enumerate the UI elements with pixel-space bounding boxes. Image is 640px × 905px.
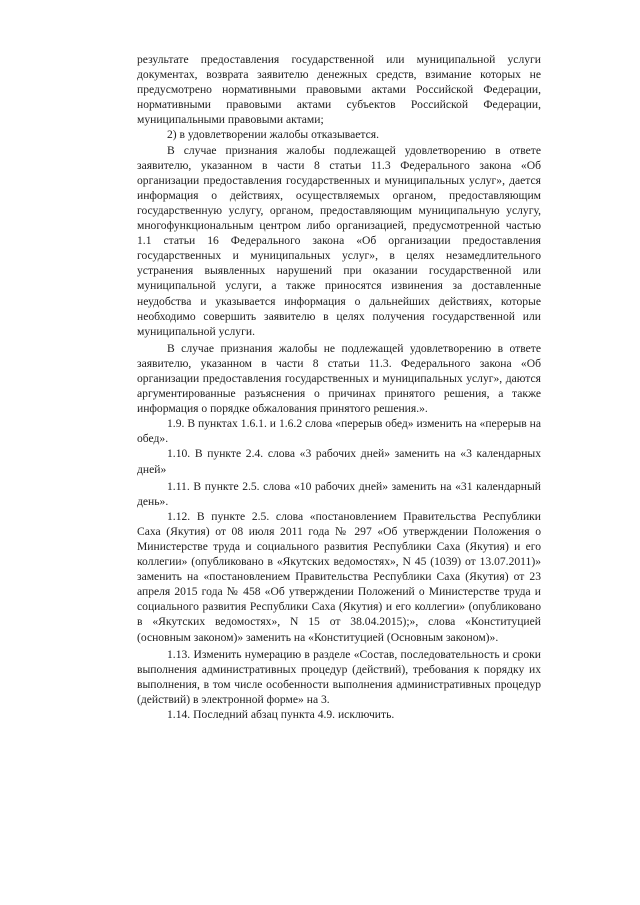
paragraph-item-1-12: 1.12. В пункте 2.5. слова «постановлением Правительства Республики Саха (Якутия) от 08 июля 2011 года № 297 «Об утверждении Положения о Министерстве труда и социального развития Республики Саха (Якутия) и его коллегии» (опубликовано в «Якутских ведомостях», N 45 (1039) от 13.07.2011)» заменить на «постановлением Правительства Республики Саха (Якутия) от 23 апреля 2015 года № 458 «Об утверждении Положений о Министерстве труда и социального развития Республики Саха (Якутия) и его коллегии» (опубликовано в «Якутских ведомостях», N 15 от 38.04.2015);», слова «Конституцией (основным законом)» заменить на «Конституцией (Основным законом)». (137, 509, 541, 644)
paragraph-complaint-rejected: В случае признания жалобы не подлежащей удовлетворению в ответе заявителю, указанном в части 8 статьи 11.3. Федерального закона «Об организации предоставления государственных и муниципальных услуг», даются аргументированные разъяснения о причинах принятого решения, а также информация о порядке обжалования принятого решения.». (137, 341, 541, 416)
paragraph-item-1-11: 1.11. В пункте 2.5. слова «10 рабочих дней» заменить на «31 календарный день». (137, 479, 541, 508)
paragraph-refusal: 2) в удовлетворении жалобы отказывается. (167, 128, 379, 142)
paragraph-item-1-14: 1.14. Последний абзац пункта 4.9. исключить. (167, 708, 395, 722)
paragraph-item-1-9: 1.9. В пунктах 1.6.1. и 1.6.2 слова «перерыв обед» изменить на «перерыв на обед». (137, 417, 541, 446)
paragraph-continuation: результате предоставления государственной или муниципальной услуги документах, возврата заявителю денежных средств, взимание которых не предусмотрено нормативными правовыми актами Российской Федерации, нормативными правовыми актами субъектов Российской Федерации, муниципальными правовыми актами; (137, 53, 541, 127)
paragraph-item-1-10: 1.10. В пункте 2.4. слова «3 рабочих дней» заменить на «3 календарных дней» (137, 447, 541, 476)
paragraph-complaint-satisfied: В случае признания жалобы подлежащей удовлетворению в ответе заявителю, указанном в части 8 статьи 11.3 Федерального закона «Об организации предоставления государственных и муниципальных услуг», дается информация о действиях, осуществляемых органом, предоставляющим государственную услугу, органом, предоставляющим муниципальную услугу, многофункциональным центром либо организацией, предусмотренной частью 1.1 статьи 16 Федерального закона «Об организации предоставления государственных и муниципальных услуг», в целях незамедлительного устранения выявленных нарушений при оказании государственной или муниципальной услуги, а также приносятся извинения за доставленные неудобства и указывается информация о дальнейших действиях, которые необходимо совершить заявителю в целях получения государственной или муниципальной услуги. (137, 143, 541, 338)
document-page (137, 52, 541, 722)
paragraph-item-1-13: 1.13. Изменить нумерацию в разделе «Состав, последовательность и сроки выполнения административных процедур (действий), требования к порядку их выполнения, в том числе особенности выполнения административных процедур (действий) в электронной форме» на 3. (137, 647, 541, 706)
